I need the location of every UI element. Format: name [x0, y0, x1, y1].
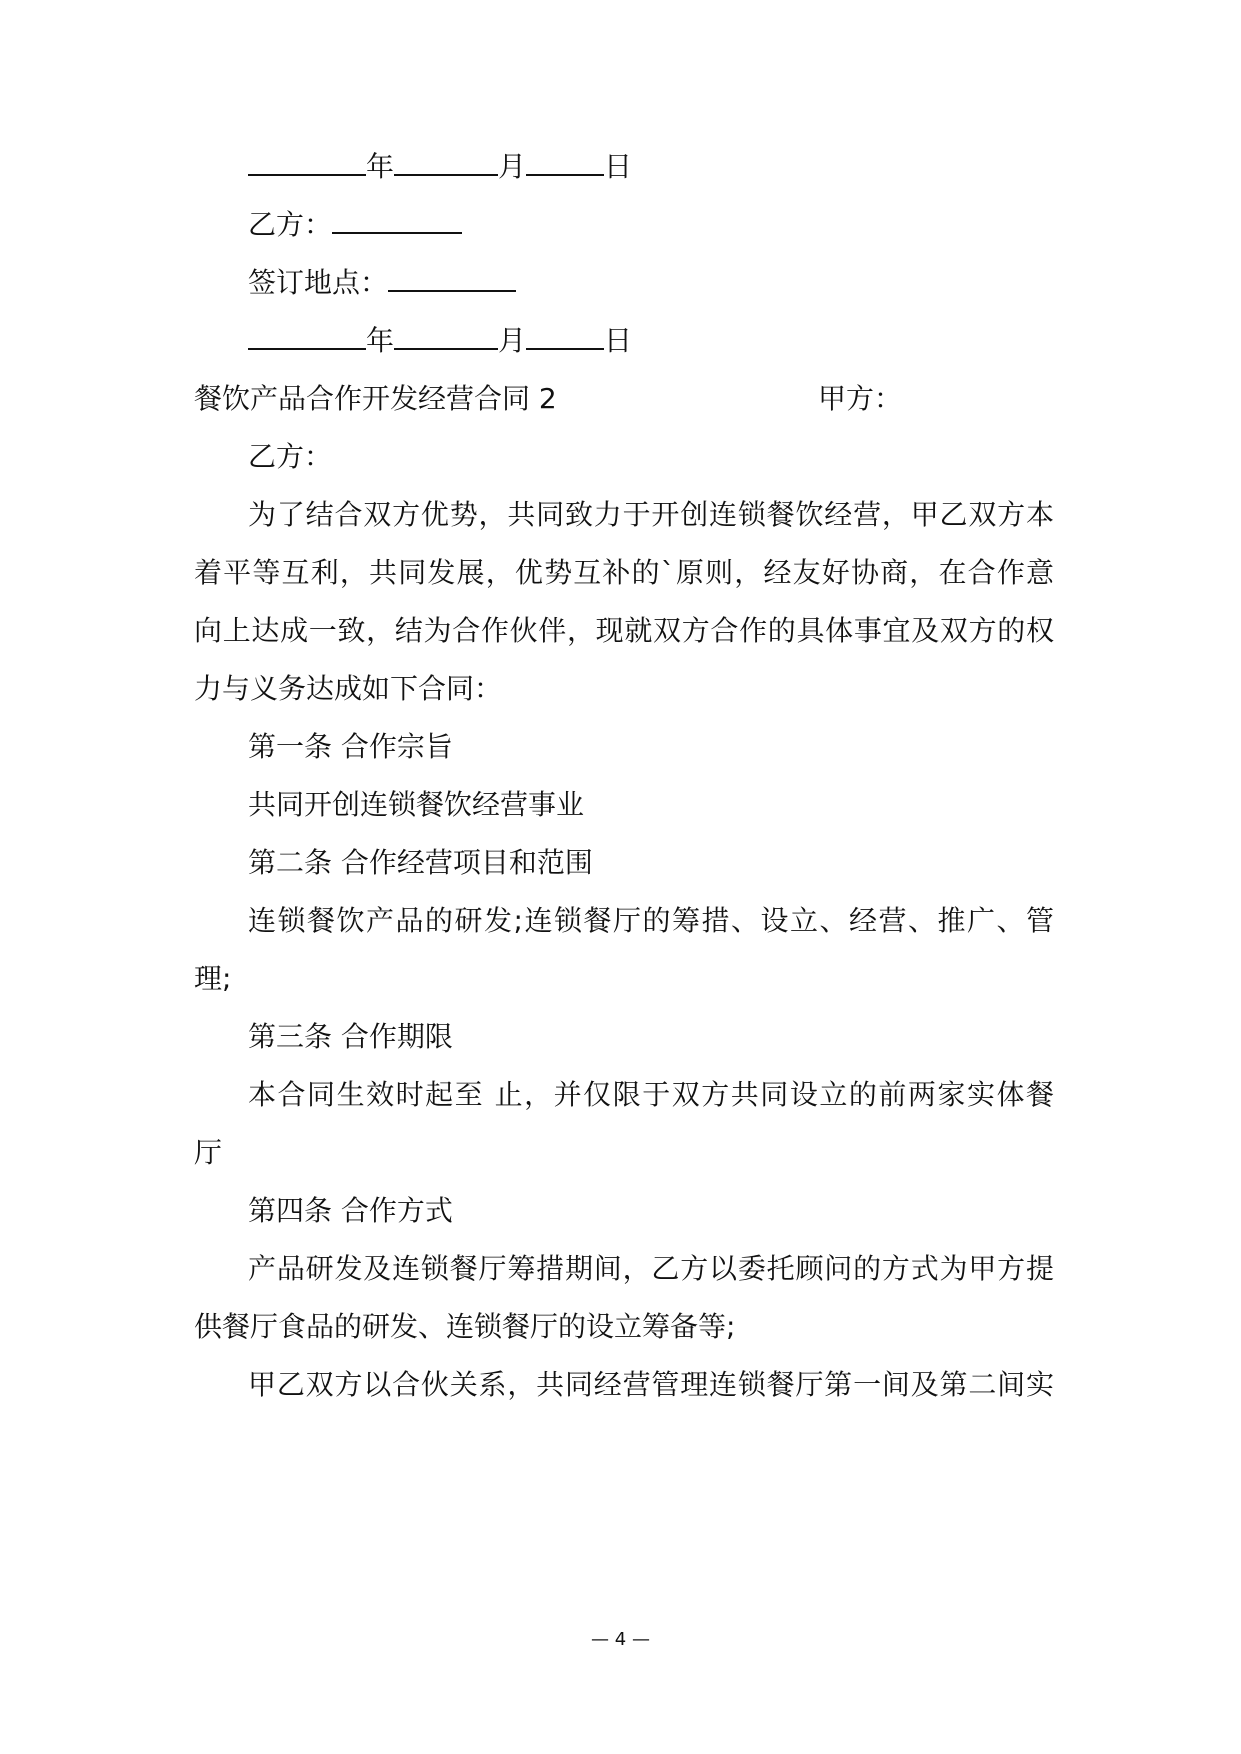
- preamble-line: 为了结合双方优势，共同致力于开创连锁餐饮经营，甲乙双方本: [248, 498, 1054, 531]
- article-3-title: 第三条 合作期限: [248, 1020, 453, 1053]
- month-label: 月: [498, 324, 527, 357]
- year-label: 年: [366, 150, 395, 183]
- day-blank: [526, 148, 604, 176]
- date-line-2: [248, 321, 1108, 361]
- signing-place-line: [248, 263, 1108, 303]
- year-label: 年: [366, 324, 395, 357]
- party-b-signature-line: [248, 205, 1108, 245]
- party-a-label: 甲方：: [818, 382, 903, 415]
- preamble-line: 着平等互利，共同发展，优势互补的`原则，经友好协商，在合作意: [194, 556, 1054, 589]
- page-number: — 4 —: [591, 1629, 650, 1650]
- day-label: 日: [604, 150, 633, 183]
- contract-title-line: [194, 379, 1054, 419]
- article-3-body-line: 厅: [194, 1136, 223, 1169]
- year-blank: [248, 148, 366, 176]
- preamble-line: 向上达成一致，结为合作伙伴，现就双方合作的具体事宜及双方的权: [194, 614, 1054, 647]
- year-blank: [248, 322, 366, 350]
- date-line-1: [248, 147, 1108, 187]
- month-blank: [394, 322, 498, 350]
- party-b-blank: [332, 206, 462, 234]
- article-4-body-line: 甲乙双方以合伙关系，共同经营管理连锁餐厅第一间及第二间实: [248, 1368, 1054, 1401]
- article-4-title: 第四条 合作方式: [248, 1194, 453, 1227]
- month-blank: [394, 148, 498, 176]
- contract-title: 餐饮产品合作开发经营合同 2: [194, 382, 557, 415]
- day-blank: [526, 322, 604, 350]
- signing-place-blank: [388, 264, 516, 292]
- article-2-body-line: 连锁餐饮产品的研发;连锁餐厅的筹措、设立、经营、推广、管: [248, 904, 1054, 937]
- article-3-body-line: 本合同生效时起至 止，并仅限于双方共同设立的前两家实体餐: [248, 1078, 1054, 1111]
- day-label: 日: [604, 324, 633, 357]
- article-4-body-line: 产品研发及连锁餐厅筹措期间，乙方以委托顾问的方式为甲方提: [248, 1252, 1054, 1285]
- article-2-body-line: 理;: [194, 962, 232, 995]
- article-2-title: 第二条 合作经营项目和范围: [248, 846, 593, 879]
- article-1-title: 第一条 合作宗旨: [248, 730, 453, 763]
- article-4-body-line: 供餐厅食品的研发、连锁餐厅的设立筹备等;: [194, 1310, 736, 1343]
- signing-place-label: 签订地点：: [248, 266, 389, 299]
- party-b-label: 乙方：: [248, 440, 333, 473]
- article-1-body: 共同开创连锁餐饮经营事业: [248, 788, 585, 821]
- party-b-signature-label: 乙方：: [248, 208, 333, 241]
- month-label: 月: [498, 150, 527, 183]
- preamble-line: 力与义务达成如下合同：: [194, 672, 503, 705]
